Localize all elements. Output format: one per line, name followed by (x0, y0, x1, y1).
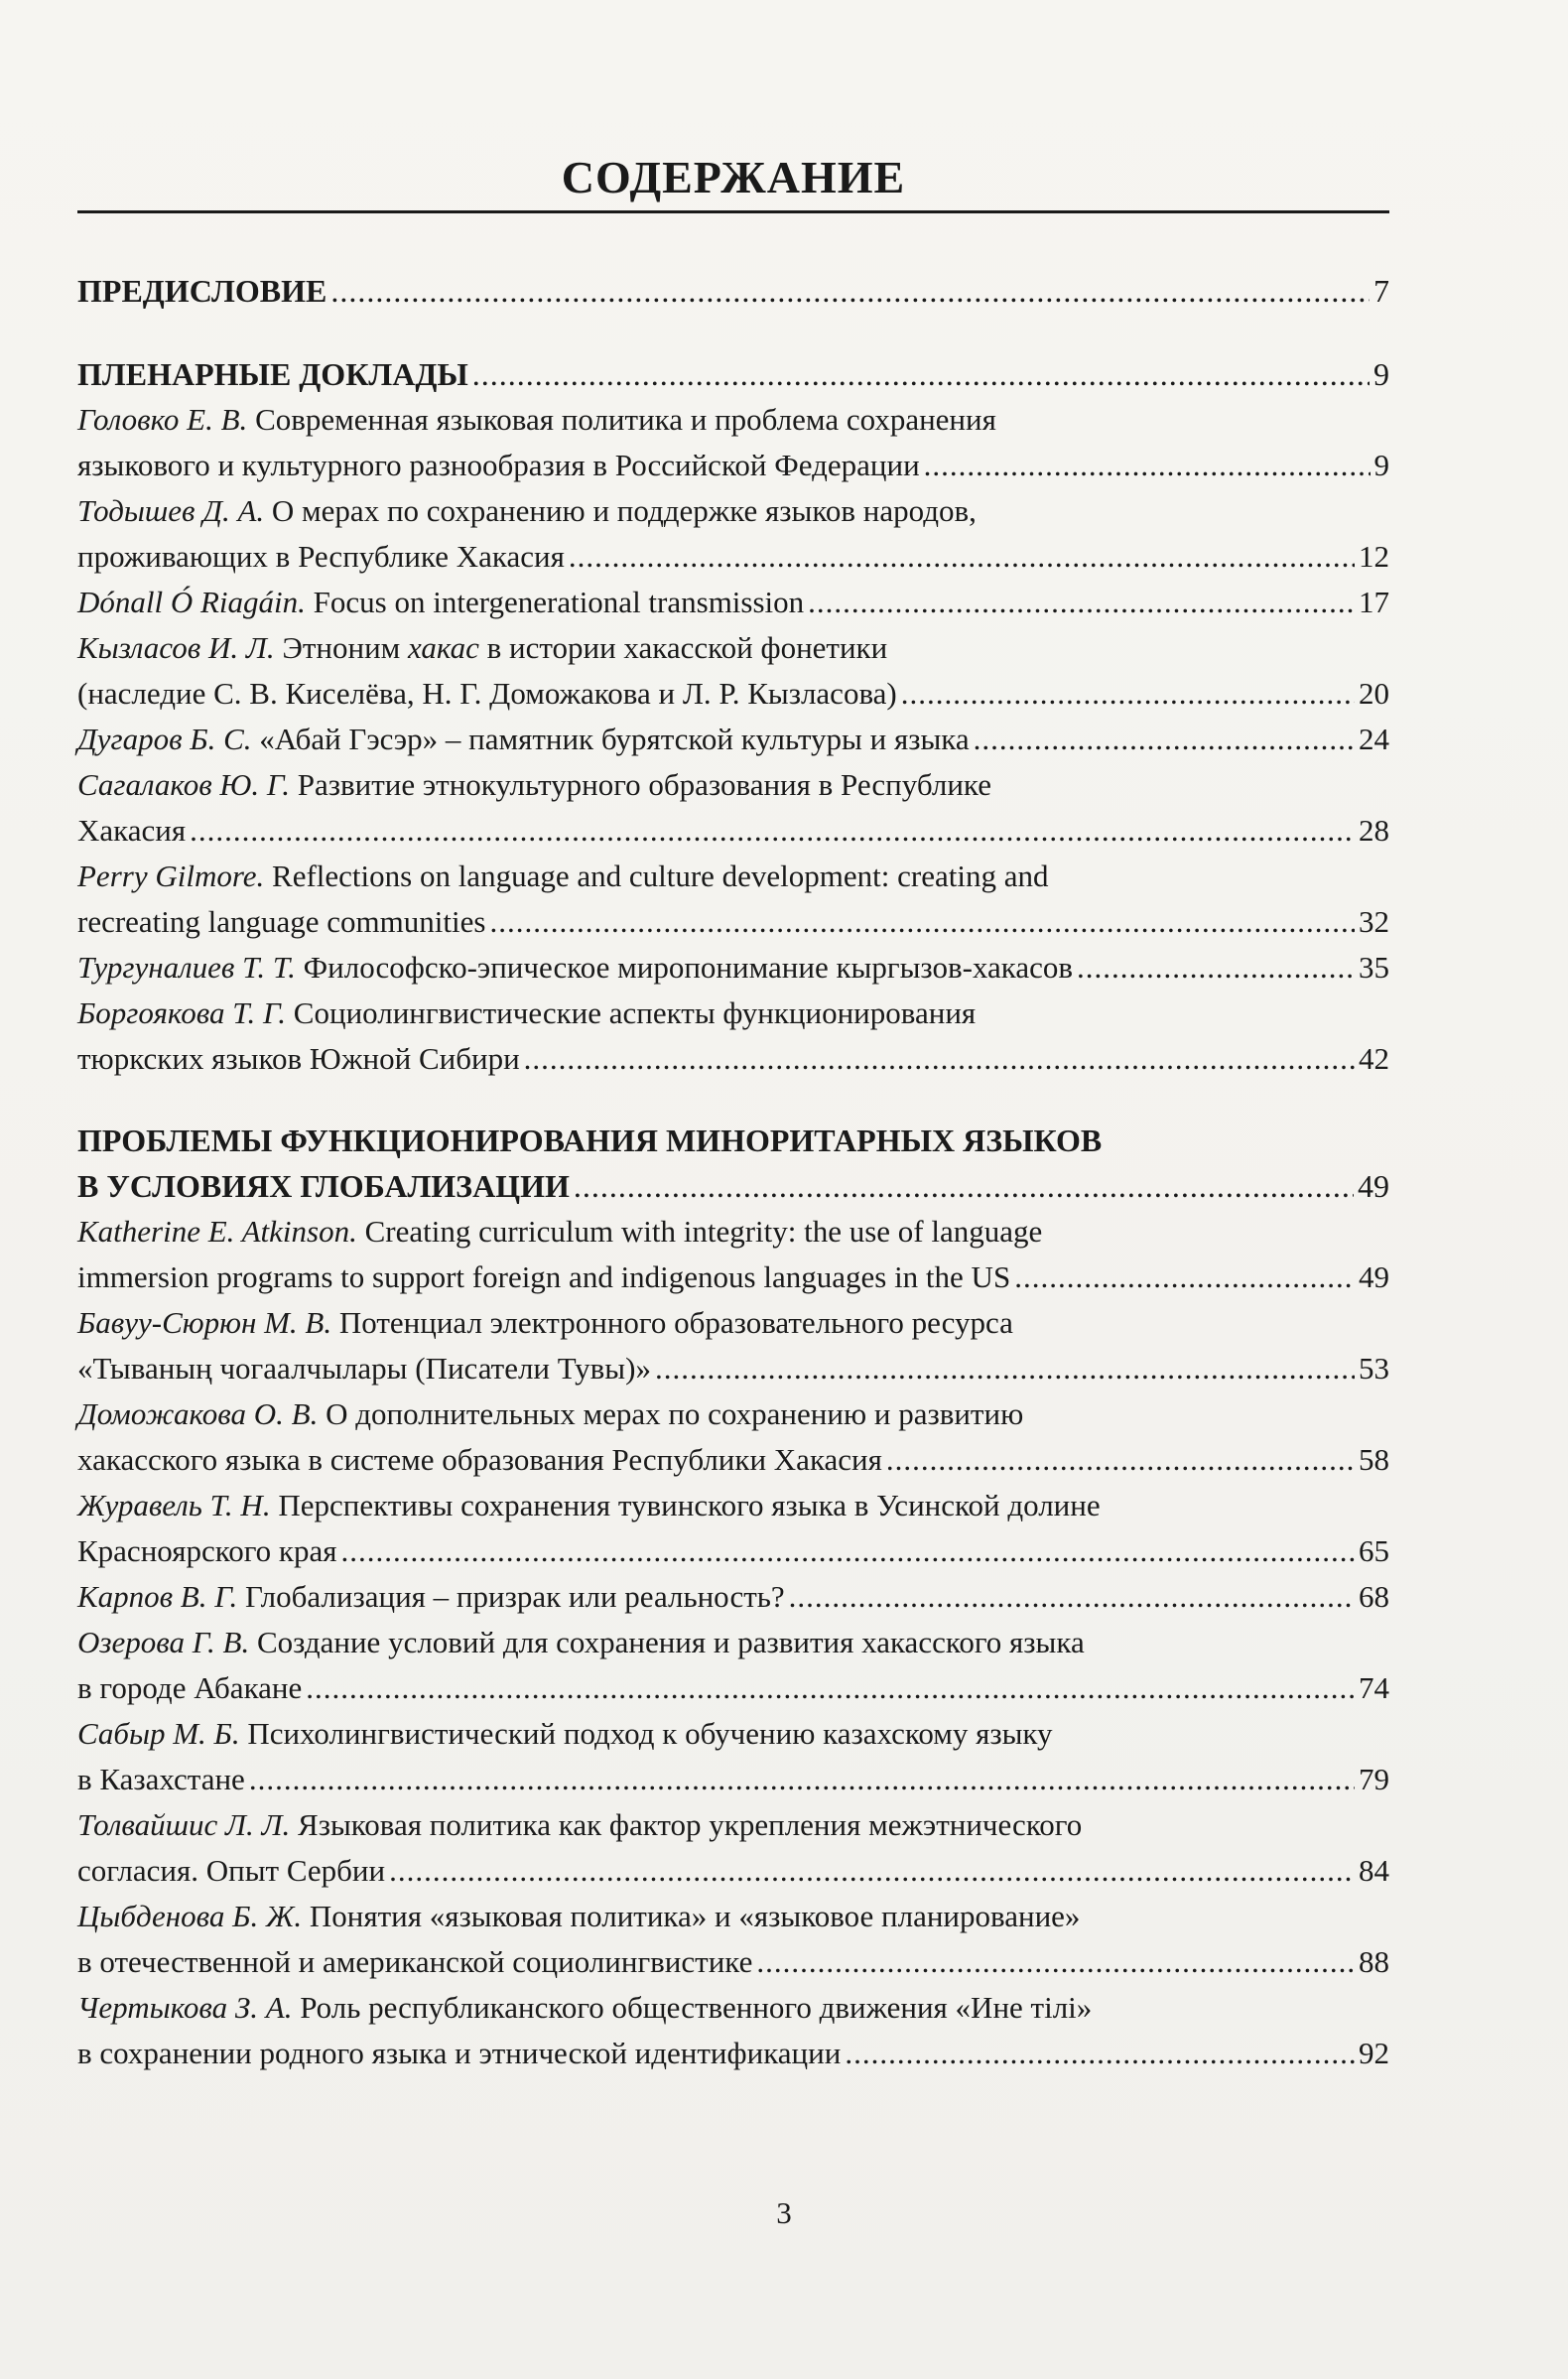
toc-line-text (77, 1036, 520, 1082)
page-ref: 42 (1359, 1041, 1389, 1076)
page-ref: 53 (1359, 1351, 1389, 1386)
page-ref: 7 (1373, 273, 1389, 309)
entry-title-text: ПЛЕНАРНЫЕ ДОКЛАДЫ (77, 356, 468, 392)
entry-title-text: хакасского языка в системе образования Республики Хакасия (77, 1442, 882, 1477)
toc-line (77, 1483, 1389, 1528)
author-name: Доможакова О. В. (77, 1396, 319, 1431)
entry-title-text: Потенциал электронного образовательного ресурса (331, 1305, 1013, 1340)
toc-entry (77, 762, 1389, 854)
dot-leader (524, 1036, 1355, 1082)
entry-title-text: (наследие С. В. Киселёва, Н. Г. Доможакова и Л. Р. Кызласова) (77, 676, 897, 711)
toc-line-text (77, 397, 996, 443)
toc-entry (77, 1711, 1389, 1802)
toc-entry (77, 1209, 1389, 1300)
entry-title-text: языкового и культурного разнообразия в Российской Федерации (77, 448, 920, 482)
toc-line-text (77, 1665, 302, 1711)
toc-entry (77, 991, 1389, 1082)
dot-leader (306, 1665, 1355, 1711)
toc-line (77, 808, 1389, 854)
toc-line-text (77, 1894, 1080, 1939)
toc-line (77, 443, 1389, 488)
entry-title-text: Глобализация – призрак или реальность? (237, 1579, 785, 1614)
toc-line-text (77, 762, 991, 808)
toc-line (77, 1894, 1389, 1939)
toc-section (77, 268, 1389, 314)
toc-line-text (77, 1574, 785, 1620)
toc-line (77, 1711, 1389, 1757)
toc-line-text (77, 1118, 1102, 1163)
dot-leader (569, 534, 1355, 580)
page-ref: 58 (1359, 1442, 1389, 1477)
dot-leader (190, 808, 1355, 854)
entry-title-text: О мерах по сохранению и поддержке языков народов, (264, 493, 977, 528)
toc-entry (77, 1620, 1389, 1711)
toc-entry (77, 717, 1389, 762)
toc-entry (77, 945, 1389, 991)
entry-title-text: Creating curriculum with integrity: the use of language (356, 1214, 1043, 1249)
author-name: Озерова Г. В. (77, 1625, 250, 1659)
entry-title-text: ПРОБЛЕМЫ ФУНКЦИОНИРОВАНИЯ МИНОРИТАРНЫХ ЯЗЫКОВ (77, 1123, 1103, 1158)
toc-line-text (77, 1802, 1082, 1848)
author-name: Толвайшис Л. Л. (77, 1807, 291, 1842)
toc-line-text (77, 1528, 336, 1574)
title-underline (77, 210, 1389, 213)
page-ref: 92 (1359, 2036, 1389, 2070)
toc-entry (77, 1300, 1389, 1391)
dot-leader (330, 268, 1370, 314)
entry-title-text: Этноним (274, 630, 409, 665)
toc-section (77, 351, 1389, 397)
entry-title-text: проживающих в Республике Хакасия (77, 539, 565, 574)
page-ref: 20 (1359, 676, 1389, 711)
toc-line (77, 1300, 1389, 1346)
toc-line-text (77, 1620, 1085, 1665)
entry-title-text: Понятия «языковая политика» и «языковое планирование» (302, 1899, 1081, 1933)
entry-title-text: recreating language communities (77, 904, 486, 939)
toc-line (77, 1437, 1389, 1483)
toc-line-text (77, 2031, 841, 2076)
dot-leader (1077, 945, 1355, 991)
toc-line (77, 1939, 1389, 1985)
dot-leader (789, 1574, 1355, 1620)
toc-line (77, 1391, 1389, 1437)
entry-title-text: Языковая политика как фактор укрепления межэтнического (290, 1807, 1083, 1842)
page-title: СОДЕРЖАНИЕ (561, 152, 906, 202)
dot-leader (756, 1939, 1355, 1985)
entry-title-text: Focus on intergenerational transmission (305, 585, 805, 619)
page-ref: 49 (1359, 1259, 1389, 1294)
spacer (77, 314, 1389, 351)
toc-line (77, 1118, 1389, 1163)
page-ref: 24 (1359, 722, 1389, 756)
entry-title-text: Создание условий для сохранения и развития хакасского языка (249, 1625, 1085, 1659)
toc-entry (77, 488, 1389, 580)
page-ref: 17 (1359, 585, 1389, 619)
dot-leader (655, 1346, 1355, 1391)
toc-entry (77, 1483, 1389, 1574)
toc-entry (77, 854, 1389, 945)
toc-line-text (77, 351, 468, 397)
toc-line-text (77, 1346, 651, 1391)
toc-line (77, 991, 1389, 1036)
dot-leader (389, 1848, 1355, 1894)
entry-title-text: Роль республиканского общественного движения «Ине тiлi» (292, 1990, 1093, 2025)
page-ref: 84 (1359, 1853, 1389, 1888)
author-name: Тургуналиев Т. Т. (77, 950, 296, 985)
dot-leader (808, 580, 1355, 625)
toc-line (77, 671, 1389, 717)
toc-line-text (77, 1300, 1013, 1346)
page-ref: 28 (1359, 813, 1389, 848)
page-ref: 12 (1359, 539, 1389, 574)
dot-leader (1014, 1255, 1355, 1300)
author-name: Карпов В. Г. (77, 1579, 238, 1614)
toc-line-text (77, 1437, 882, 1483)
toc-line-text (77, 1848, 385, 1894)
toc-line (77, 397, 1389, 443)
entry-title-text: в городе Абакане (77, 1670, 303, 1705)
entry-title-text: Хакасия (77, 813, 187, 848)
toc-line-text (77, 534, 565, 580)
author-name: Цыбденова Б. Ж. (77, 1899, 303, 1933)
toc-entry (77, 1985, 1389, 2076)
entry-title-text: Перспективы сохранения тувинского языка в Усинской долине (270, 1488, 1101, 1522)
page-ref: 68 (1359, 1579, 1389, 1614)
dot-leader (886, 1437, 1355, 1483)
entry-title-text: Социолингвистические аспекты функционирования (286, 995, 977, 1030)
entry-title-text: В УСЛОВИЯХ ГЛОБАЛИЗАЦИИ (77, 1168, 570, 1204)
toc-line (77, 762, 1389, 808)
entry-title-text: в Казахстане (77, 1762, 245, 1796)
toc-line-text (77, 488, 977, 534)
page-ref: 74 (1359, 1670, 1389, 1705)
dot-leader (489, 899, 1355, 945)
toc-line-text (77, 1985, 1092, 2031)
emphasized-term: хакас (408, 630, 479, 665)
toc-line-text (77, 1255, 1010, 1300)
toc-line-text (77, 1391, 1023, 1437)
page-ref: 9 (1373, 356, 1389, 392)
dot-leader (340, 1528, 1355, 1574)
toc-line (77, 268, 1389, 314)
toc-entry (77, 1391, 1389, 1483)
toc-entry (77, 397, 1389, 488)
entry-title-text: Развитие этнокультурного образования в Республике (289, 767, 991, 802)
entry-title-text: в сохранении родного языка и этнической идентификации (77, 2036, 842, 2070)
toc-line (77, 1574, 1389, 1620)
toc-line (77, 899, 1389, 945)
toc-line (77, 1346, 1389, 1391)
dot-leader (574, 1163, 1354, 1209)
toc-line-text (77, 899, 485, 945)
entry-title-text: в истории хакасской фонетики (478, 630, 888, 665)
dot-leader (845, 2031, 1355, 2076)
toc-line-text (77, 671, 897, 717)
toc-line (77, 1757, 1389, 1802)
toc-line (77, 1620, 1389, 1665)
page-ref: 35 (1359, 950, 1389, 985)
page-number: 3 (776, 2195, 792, 2230)
entry-title-text: Современная языковая политика и проблема сохранения (247, 402, 996, 437)
toc-line-text (77, 991, 976, 1036)
page-ref: 49 (1358, 1168, 1389, 1204)
page-ref: 65 (1359, 1533, 1389, 1568)
entry-title-text: Reflections on language and culture development: creating and (264, 859, 1049, 893)
toc-line-text (77, 1711, 1053, 1757)
entry-title-text: immersion programs to support foreign and indigenous languages in the US (77, 1259, 1011, 1294)
toc-line-text (77, 717, 970, 762)
entry-title-text: в отечественной и американской социолингвистике (77, 1944, 753, 1979)
entry-title-text: О дополнительных мерах по сохранению и развитию (318, 1396, 1024, 1431)
toc-line (77, 1985, 1389, 2031)
author-name: Сагалаков Ю. Г. (77, 767, 290, 802)
spacer (77, 206, 1389, 268)
toc-line (77, 625, 1389, 671)
toc-line (77, 945, 1389, 991)
toc-line-text (77, 854, 1048, 899)
spacer (77, 1082, 1389, 1118)
toc-line (77, 2031, 1389, 2076)
toc-line-text (77, 443, 920, 488)
toc-line (77, 534, 1389, 580)
toc-line-text (77, 625, 887, 671)
toc-line-text (77, 945, 1073, 991)
entry-title-text: Философско-эпическое миропонимание кыргызов-хакасов (295, 950, 1074, 985)
toc-line (77, 1209, 1389, 1255)
toc-line (77, 351, 1389, 397)
toc-line-text (77, 808, 186, 854)
toc-line (77, 1036, 1389, 1082)
author-name: Боргоякова Т. Г. (77, 995, 287, 1030)
dot-leader (249, 1757, 1355, 1802)
author-name: Журавель Т. Н. (77, 1488, 271, 1522)
toc-line (77, 1665, 1389, 1711)
toc-line (77, 580, 1389, 625)
author-name: Кызласов И. Л. (77, 630, 275, 665)
page-ref: 32 (1359, 904, 1389, 939)
toc-line (77, 717, 1389, 762)
author-name: Бавуу-Сюрюн М. В. (77, 1305, 332, 1340)
page-ref: 88 (1359, 1944, 1389, 1979)
toc-entry (77, 1894, 1389, 1985)
toc-line (77, 1255, 1389, 1300)
entry-title-text: тюркских языков Южной Сибири (77, 1041, 520, 1076)
toc-line-text (77, 268, 327, 314)
toc-line (77, 1528, 1389, 1574)
toc-entry (77, 625, 1389, 717)
author-name: Dónall Ó Riagáin. (77, 585, 306, 619)
entry-title-text: Психолингвистический подход к обучению казахскому языку (239, 1716, 1053, 1751)
dot-leader (901, 671, 1355, 717)
page-ref: 79 (1359, 1762, 1389, 1796)
toc-line-text (77, 1163, 570, 1209)
dot-leader (924, 443, 1371, 488)
toc-line (77, 1802, 1389, 1848)
dot-leader (974, 717, 1355, 762)
author-name: Katherine E. Atkinson. (77, 1214, 357, 1249)
entry-title-text: Красноярского края (77, 1533, 337, 1568)
entry-title-text: «Тываның чогаалчылары (Писатели Тувы)» (77, 1351, 651, 1386)
table-of-contents (77, 149, 1389, 2076)
author-name: Чертыкова З. А. (77, 1990, 293, 2025)
toc-body (77, 206, 1389, 2076)
toc-line (77, 488, 1389, 534)
entry-title-text: ПРЕДИСЛОВИЕ (77, 273, 327, 309)
toc-line (77, 854, 1389, 899)
toc-line (77, 1848, 1389, 1894)
entry-title-text: «Абай Гэсэр» – памятник бурятской культуры и языка (251, 722, 970, 756)
author-name: Тодышев Д. А. (77, 493, 265, 528)
toc-line (77, 1163, 1389, 1209)
toc-line-text (77, 1757, 245, 1802)
toc-line-text (77, 1209, 1042, 1255)
toc-section (77, 1118, 1389, 1209)
author-name: Головко Е. В. (77, 402, 248, 437)
page-ref: 9 (1373, 448, 1389, 482)
dot-leader (472, 351, 1370, 397)
entry-title-text: согласия. Опыт Сербии (77, 1853, 386, 1888)
toc-line-text (77, 1939, 752, 1985)
toc-entry (77, 1802, 1389, 1894)
toc-entry (77, 580, 1389, 625)
toc-line-text (77, 1483, 1101, 1528)
author-name: Сабыр М. Б. (77, 1716, 240, 1751)
toc-line-text (77, 580, 804, 625)
toc-entry (77, 1574, 1389, 1620)
author-name: Perry Gilmore. (77, 859, 265, 893)
author-name: Дугаров Б. С. (77, 722, 252, 756)
